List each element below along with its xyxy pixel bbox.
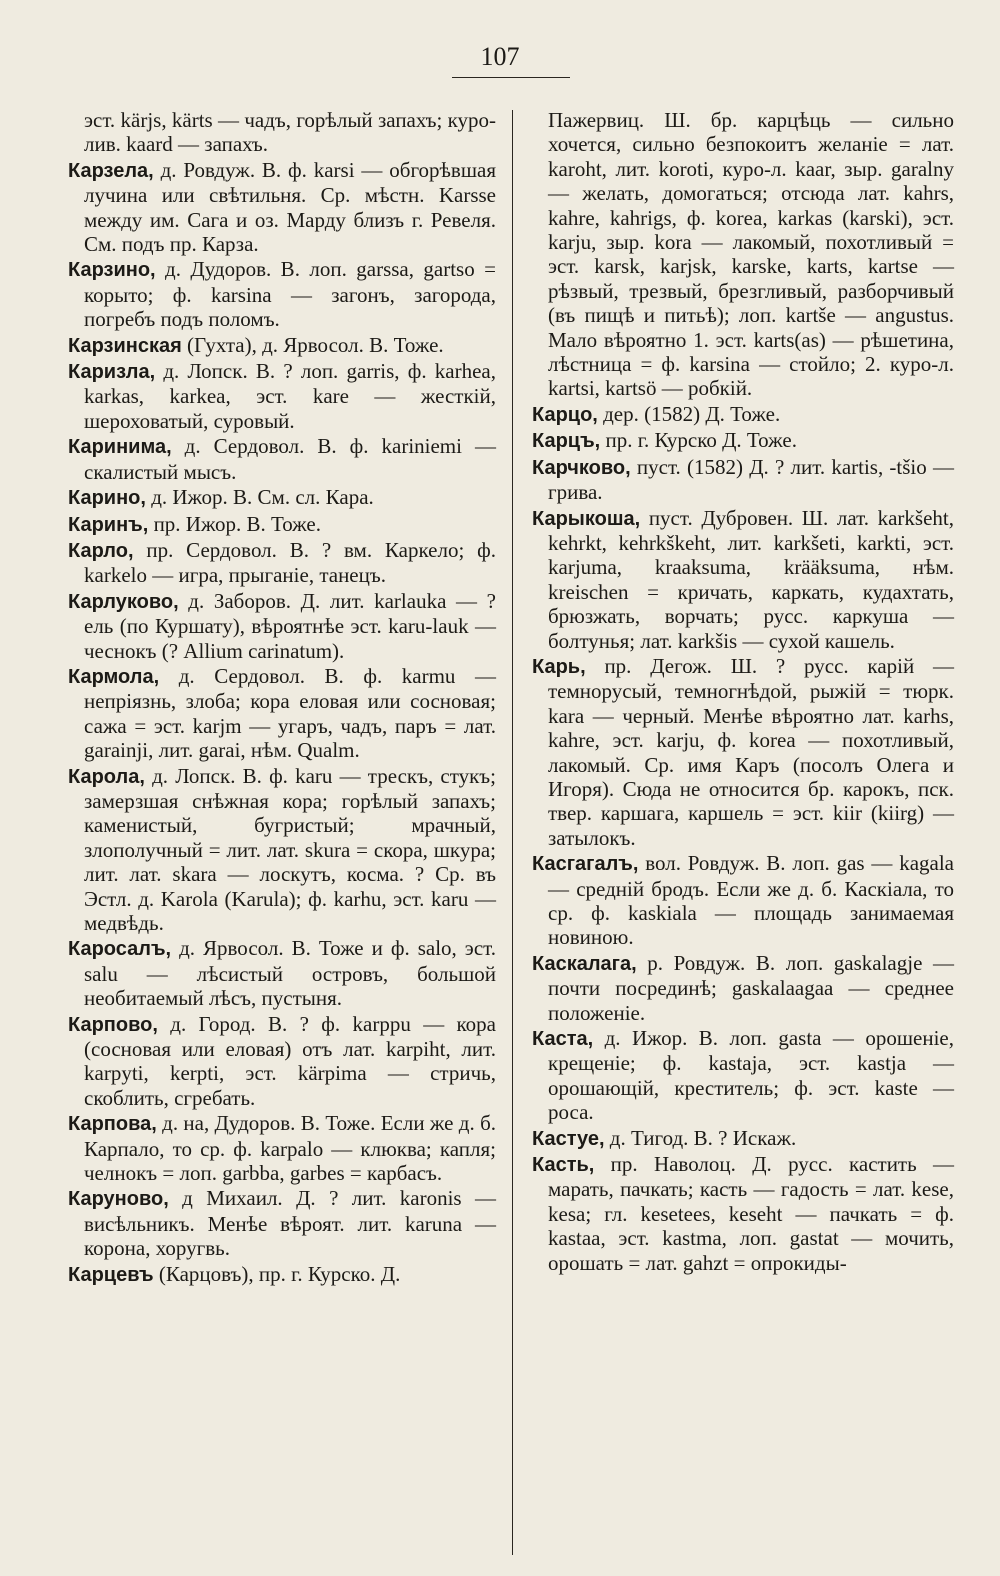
entry-headword: Карлуково, xyxy=(68,590,179,613)
entry-headword: Каринима, xyxy=(68,436,172,459)
dictionary-entry xyxy=(532,506,954,653)
entry-headword: Карзела, xyxy=(68,159,154,182)
entry-headword: Карчково, xyxy=(532,456,631,479)
entry-text: пуст. (1582) Д. ? лит. kartis, -tšio — грива. xyxy=(548,454,954,505)
entry-text: д. Лопск. В. ф. karu — трескъ, стукъ; замерзшая снѣжная кора; горѣлый запахъ; каменистый, бугристый; мрачный, злополучный = лит. лат. skura = скора, шкура; лит. лат. skara — лоскутъ, косма. ? Ср. въ Эстл. д. Karola (Karula); ф. karhu, эст. karu — медвѣдь. xyxy=(84,763,496,935)
dictionary-entry xyxy=(68,936,496,1010)
entry-text: д. Город. В. ? ф. karppu — кора (сосновая или еловая) отъ лат. karpiht, лит. karpyti, kerpti, эст. kärpima — стричь, скоблить, сгребать. xyxy=(84,1011,496,1110)
right-column xyxy=(532,108,954,1276)
entry-text: (Гухта), д. Ярвосол. В. Тоже. xyxy=(181,332,444,357)
entry-text: д. Заборов. Д. лит. karlauka — ? ель (по Куршату), вѣроятнѣе эст. karu-lauk — чеснокъ (? Allium carinatum). xyxy=(84,588,496,663)
entry-text: р. Ровдуж. В. лоп. gaskalagje — почти посрединѣ; gaskalaagaa — среднее положеніе. xyxy=(548,950,954,1025)
dictionary-entry xyxy=(532,402,954,427)
page-number-rule xyxy=(452,77,570,78)
entry-headword: Каста, xyxy=(532,1028,594,1051)
entry-headword: Каруново, xyxy=(68,1188,169,1211)
dictionary-entry xyxy=(68,333,496,358)
entry-headword: Карь, xyxy=(532,655,586,678)
entry-headword: Карыкоша, xyxy=(532,507,641,530)
entry-text: пр. Дегож. Ш. ? русс. карій — темнорусый, темногнѣдой, рыжій = тюрк. kara — черный. Менѣе вѣроятно лат. karhs, kahre, эст. karju, ф. korea — похотливый, лакомый. Ср. имя Каръ (посолъ Олега и Игоря). Сюда не относится бр. карокъ, пск. твер. каршага, каршель = эст. kiir (kiirg) — затылокъ. xyxy=(548,653,954,850)
dictionary-entry xyxy=(68,359,496,433)
entry-headword: Карзинская xyxy=(68,334,182,357)
entry-text: д. Тигод. В. ? Искаж. xyxy=(604,1125,797,1150)
dictionary-entry xyxy=(68,512,496,537)
dictionary-entry xyxy=(532,851,954,950)
entry-headword: Каринъ, xyxy=(68,513,149,536)
entry-headword: Карцо, xyxy=(532,403,598,426)
entry-text: вол. Ровдуж. В. лоп. gas — kagala — средній бродъ. Если же д. б. Каскіала, то ср. ф. kaskiala — площадь занимаемая новиною. xyxy=(548,851,954,950)
dictionary-entry xyxy=(68,538,496,588)
entry-headword: Карпово, xyxy=(68,1013,158,1036)
dictionary-entry xyxy=(68,1012,496,1111)
entry-text: д Михаил. Д. ? лит. karonis — висѣльникъ. Менѣе вѣроят. лит. karuna — корона, хоругвь. xyxy=(84,1186,496,1261)
dictionary-entry xyxy=(532,1026,954,1125)
entry-text: д. Ижор. В. лоп. gasta — орошеніе, крещеніе; ф. kastaja, эст. kastja — орошающій, креститель; ф. эст. kaste — роса. xyxy=(548,1026,954,1125)
entry-text: д. Лопск. В. ? лоп. garris, ф. karhea, karkas, karkea, эст. kare — жесткій, шероховатый, суровый. xyxy=(84,359,496,433)
entry-text: д. Ярвосол. В. Тоже и ф. salo, эст. salu — лѣсистый островъ, большой необитаемый лѣсъ, пустыня. xyxy=(84,936,496,1011)
entry-text: д. Сердовол. В. ф. kariniemi — скалистый мысъ. xyxy=(84,434,496,484)
entry-headword: Каризла, xyxy=(68,361,156,384)
dictionary-entry xyxy=(532,1126,954,1151)
entry-headword: Карпова, xyxy=(68,1113,157,1136)
dictionary-entry xyxy=(532,951,954,1025)
entry-text: д. Ровдуж. В. ф. karsi — обгорѣвшая лучина или свѣтильня. Ср. мѣстн. Karsse между им. Сага и оз. Марду близъ г. Ревеля. См. подъ пр. Карза. xyxy=(84,157,496,257)
entry-headword: Кастуе, xyxy=(532,1127,605,1150)
entry-text: дер. (1582) Д. Тоже. xyxy=(597,401,781,426)
dictionary-entry xyxy=(68,664,496,763)
dictionary-entry xyxy=(68,764,496,936)
entry-headword: Карцевъ xyxy=(68,1263,154,1286)
entry-text: д. Дудоров. В. лоп. garssa, gartso = корыто; ф. karsina — загонъ, загорода, погребъ подъ поломъ. xyxy=(84,257,496,332)
dictionary-entry xyxy=(532,1152,954,1275)
entry-headword: Карло, xyxy=(68,539,134,562)
dictionary-entry xyxy=(68,1111,496,1185)
entry-headword: Карзино, xyxy=(68,259,156,282)
entry-headword: Кармола, xyxy=(68,665,160,688)
page-number: 107 xyxy=(480,42,520,71)
entry-headword: Касгагалъ, xyxy=(532,853,639,876)
column-divider xyxy=(512,110,513,1555)
entry-headword: Касть, xyxy=(532,1154,595,1177)
dictionary-entry xyxy=(68,434,496,484)
entry-text: (Карцовъ), пр. г. Курско. Д. xyxy=(153,1261,401,1286)
entry-headword: Карцъ, xyxy=(532,430,601,453)
entry-text: пр. Ижор. В. Тоже. xyxy=(148,511,321,536)
entry-text: пр. г. Курско Д. Тоже. xyxy=(600,428,797,453)
dictionary-entry xyxy=(68,158,496,257)
dictionary-entry xyxy=(68,257,496,331)
entry-text: д. Ижор. В. См. сл. Кара. xyxy=(145,485,374,510)
entry-headword: Каскалага, xyxy=(532,952,637,975)
dictionary-entry xyxy=(532,108,954,401)
entry-text: пуст. Дубровен. Ш. лат. karkšeht, kehrkt, kehrkškeht, лит. karkšeti, karkti, эст. karjuma, kraaksuma, krääksuma, нѣм. kreischen = кричать, каркать, кудахтать, брюзжать, ворчать; русс. каркуша — болтунья; лат. karkšis — сухой кашель. xyxy=(548,505,954,653)
dictionary-entry xyxy=(68,589,496,663)
dictionary-entry xyxy=(68,108,496,157)
left-column xyxy=(68,108,496,1288)
entry-text: пр. Сердовол. В. ? вм. Каркело; ф. karkelo — игра, прыганіе, танецъ. xyxy=(84,537,496,588)
dictionary-entry xyxy=(532,428,954,453)
dictionary-entry xyxy=(532,654,954,850)
dictionary-entry xyxy=(68,1186,496,1260)
entry-text: эст. kärjs, kärts — чадъ, горѣлый запахъ; куро-лив. kaard — запахъ. xyxy=(84,108,496,157)
entry-text: пр. Наволоц. Д. русс. кастить — марать, пачкать; касть — гадость = лат. kese, kesa; гл. kesetees, keseht — пачкать = ф. kastaa, эст. kastma, лоп. gastat — мочить, орошать = лат. gahzt = опрокиды- xyxy=(548,1152,954,1275)
dictionary-entry xyxy=(68,485,496,510)
entry-text: д. Сердовол. В. ф. karmu — непріязнь, злоба; кора еловая или сосновая; сажа = эст. karjm — угаръ, чадъ, паръ = лат. garainji, лит. garai, нѣм. Qualm. xyxy=(84,663,496,763)
entry-headword: Карола, xyxy=(68,765,145,788)
dictionary-entry xyxy=(68,1262,496,1287)
dictionary-entry xyxy=(532,455,954,505)
entry-text: д. на, Дудоров. В. Тоже. Если же д. б. Карпало, то ср. ф. karpalo — клюква; капля; челнокъ = лоп. garbba, garbes = карбасъ. xyxy=(84,1111,496,1186)
entry-text: Пажервиц. Ш. бр. карцѣць — сильно хочется, сильно безпокоитъ желаніе = лат. karoht, лит. koroti, куро-л. kaar, зыр. garalny — желать, домогаться; отсюда лат. kahrs, kahre, kahrigs, ф. korea, karkas (karski), эст. karju, зыр. kora — лакомый, похотливый = эст. karsk, karjsk, karske, karts, kartse — рѣзвый, трезвый, брезгливый, разборчивый (въ пищѣ и питьѣ); лоп. kartše — angustus. Мало вѣроятно 1. эст. karts(as) — рѣшетина, лѣстница = ф. karsina — стойло; 2. куро-л. kartsi, kartsö — робкій. xyxy=(548,108,954,401)
entry-headword: Каросалъ, xyxy=(68,938,172,961)
entry-headword: Карино, xyxy=(68,487,146,510)
